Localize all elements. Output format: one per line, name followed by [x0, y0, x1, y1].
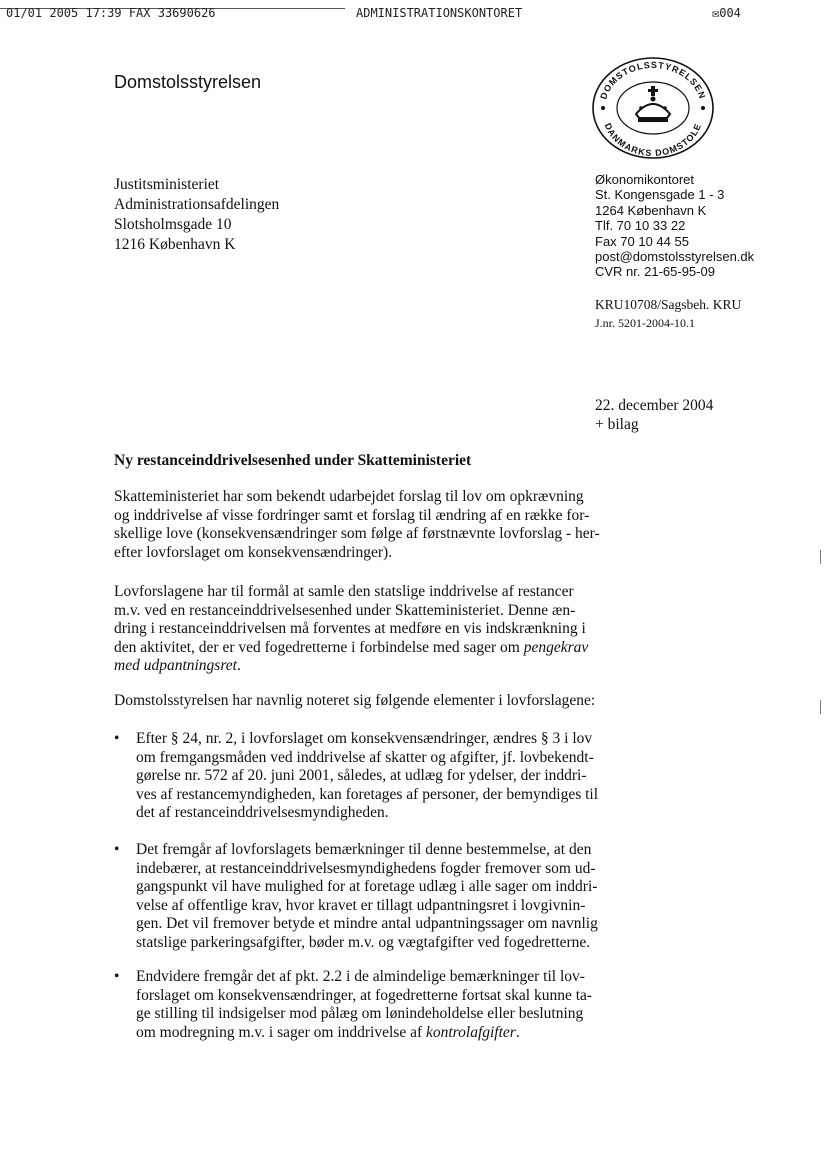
- sender-name: Domstolsstyrelsen: [114, 72, 262, 92]
- fax-sender-office: ADMINISTRATIONSKONTORET: [356, 6, 523, 20]
- italic-term: pengekrav: [523, 638, 589, 656]
- recipient-line: 1216 København K: [114, 236, 236, 253]
- italic-term: med udpantningsret: [114, 657, 237, 675]
- recipient-line: Justitsministeriet: [114, 176, 220, 193]
- paragraph-line: efter lovforslaget om konsekvensændringer).: [114, 543, 393, 561]
- bullet-line: Det fremgår af lovforslagets bemærkninger til denne bestemmelse, at den: [136, 841, 592, 858]
- bullet-text: [136, 730, 604, 823]
- bullet-text: [136, 968, 604, 1042]
- bullet-line: [136, 1024, 604, 1043]
- bullet-line: Efter § 24, nr. 2, i lovforslaget om konsekvensændringer, ændres § 3 i lov: [136, 730, 593, 747]
- fax-timestamp: 01/01 2005 17:39 FAX 33690626: [6, 6, 216, 20]
- bullet-dot: •: [114, 841, 120, 858]
- bullet-line: statslige parkeringsafgifter, bøder m.v. og vægtafgifter ved fogedretterne.: [136, 933, 591, 951]
- paragraph-line: dring i restanceinddrivelsen må forventes at medføre en vis indskrænkning i: [114, 620, 586, 638]
- bullet-text-run: om modregning m.v. i sager om inddrivelse af: [136, 1023, 423, 1041]
- recipient-address: [114, 175, 279, 255]
- paragraph-3: [114, 692, 604, 711]
- date-block: [595, 396, 713, 434]
- paragraph-2: [114, 583, 604, 676]
- bullet-line: gen. Det vil fremover betyde et mindre antal udpantningssager om navnlig: [136, 915, 598, 933]
- fax-header: [0, 6, 824, 26]
- bullet-line: gørelse nr. 572 af 20. juni 2001, således, at udlæg for ydelser, der inddri-: [136, 767, 587, 785]
- bullet-line: Endvidere fremgår det af pkt. 2.2 i de almindelige bemærkninger til lov-: [136, 968, 585, 985]
- contact-phone: Tlf. 70 10 33 22: [595, 218, 686, 234]
- seal-bottom-text: DANMARKS DOMSTOLE: [602, 121, 704, 159]
- reference-block: [595, 296, 741, 332]
- contact-email: post@domstolsstyrelsen.dk: [595, 249, 755, 265]
- contact-city: 1264 København K: [595, 202, 707, 218]
- bullet-line: det af restanceinddrivelsesmyndigheden.: [136, 804, 389, 822]
- bullet-line: indebærer, at restanceinddrivelsesmyndighedens fogder fremover som ud-: [136, 859, 596, 877]
- paragraph-1: [114, 488, 604, 562]
- italic-term: kontrolafgifter: [426, 1023, 516, 1041]
- recipient-line: Slotsholmsgade 10: [114, 216, 232, 233]
- letter-date: 22. december 2004: [595, 397, 714, 414]
- domstol-seal-logo: [591, 56, 715, 160]
- contact-street: St. Kongensgade 1 - 3: [595, 187, 725, 203]
- bullet-line: gangspunkt vil have mulighed for at foretage udlæg i alle sager om inddri-: [136, 878, 598, 896]
- bullet-line: ves af restancemyndigheden, kan foretages af personer, der bemyndiges til: [136, 785, 599, 803]
- sender-contact-block: [595, 172, 754, 280]
- paragraph-line: Skatteministeriet har som bekendt udarbejdet forslag til lov om opkrævning: [114, 488, 584, 505]
- contact-cvr: CVR nr. 21-65-95-09: [595, 264, 715, 280]
- fax-page-number: ✉004: [712, 6, 741, 20]
- paragraph-line: skellige love (konsekvensændringer som følge af førstnævnte lovforslag - her-: [114, 525, 600, 543]
- crown-icon: [636, 86, 670, 122]
- paragraph-line: [114, 657, 604, 676]
- case-reference: KRU10708/Sagsbeh. KRU: [595, 297, 742, 312]
- scan-margin-mark: [820, 700, 821, 714]
- bullet-line: om fremgangsmåden ved inddrivelse af skatter og afgifter, jf. lovbekendt-: [136, 748, 594, 766]
- paragraph-line: og inddrivelse af visse fordringer samt et forslag til ændring af en række for-: [114, 506, 590, 524]
- bullet-line: ge stilling til indsigelser mod pålæg om lønindeholdelse eller beslutning: [136, 1005, 584, 1023]
- bullet-text-run: .: [515, 1023, 520, 1041]
- paragraph-line: m.v. ved en restanceinddrivelsesenhed under Skatteministeriet. Denne æn-: [114, 601, 576, 619]
- paragraph-line: Lovforslagene har til formål at samle den statslige inddrivelse af restancer: [114, 583, 574, 600]
- journal-number: J.nr. 5201-2004-10.1: [595, 316, 695, 330]
- recipient-line: Administrationsafdelingen: [114, 196, 280, 213]
- letter-subject: Ny restanceinddrivelsesenhed under Skatteministeriet: [114, 452, 472, 469]
- attachment-note: + bilag: [595, 416, 639, 433]
- bullet-line: velse af offentlige krav, hvor kravet er tillagt udpantningsret i lovgivnin-: [136, 896, 586, 914]
- bullet-line: forslaget om konsekvensændringer, at fogedretterne fortsat skal kunne ta-: [136, 986, 593, 1004]
- bullet-dot: •: [114, 968, 120, 985]
- paragraph-text: .: [237, 657, 241, 675]
- scan-margin-mark: [820, 550, 821, 564]
- bullet-dot: •: [114, 730, 120, 747]
- seal-top-text: DOMSTOLSSTYRELSEN: [598, 59, 708, 101]
- contact-department: Økonomikontoret: [595, 172, 694, 187]
- paragraph-line: Domstolsstyrelsen har navnlig noteret sig følgende elementer i lovforslagene:: [114, 692, 596, 709]
- paragraph-line: [114, 639, 604, 658]
- contact-fax: Fax 70 10 44 55: [595, 233, 689, 249]
- paragraph-text: den aktivitet, der er ved fogedretterne i forbindelse med sager om: [114, 638, 520, 656]
- bullet-text: [136, 841, 604, 953]
